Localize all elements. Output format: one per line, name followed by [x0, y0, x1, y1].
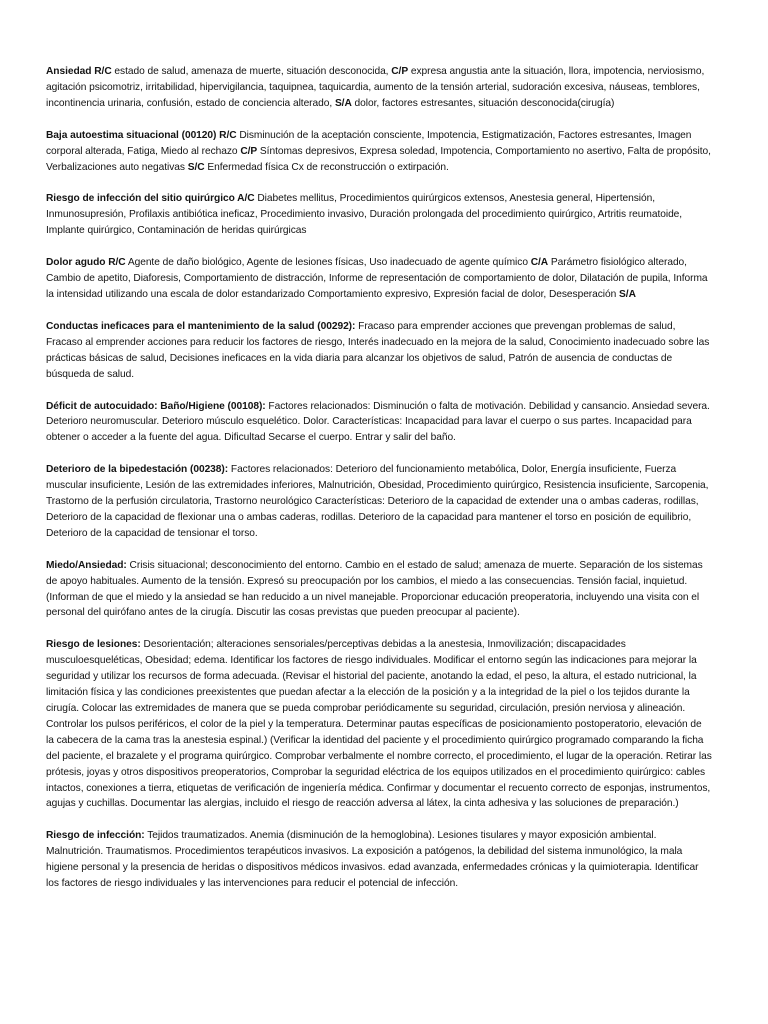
- paragraph-body-text: Disminución de la aceptación consciente, Impotencia, Estigmatización, Factores estresantes, Imagen corporal alterada, Fatiga, Miedo al rechazo: [46, 129, 692, 157]
- paragraph-heading-text: C/P: [240, 145, 258, 157]
- paragraph-body-text: Desorientación; alteraciones sensoriales/perceptivas debidas a la anestesia, Inmovilización; discapacidades musculoesqueléticas, Obesidad; edema. Identificar los factores de riesgo individuales. Modificar el entorno según las indicaciones para mejorar la seguridad y utilizar los recursos de forma adecuada. (Revisar el historial del paciente, anotando la edad, el peso, la altura, el estado nutricional, la limitación física y las condiciones preexistentes que puedan afectar a la elección de la posición y a la integridad de la piel o los tejidos durante la cirugía. Colocar las extremidades de manera que se pueda comprobar periódicamente su seguridad, circulación, presión nerviosa y alineación. Controlar los pulsos periféricos, el color de la piel y la temperatura. Determinar pautas específicas de posicionamiento postoperatorio, elevación de la cabecera de la cama tras la anestesia espinal.) (Verificar la identidad del paciente y el procedimiento quirúrgico programado comparando la ficha del paciente, el brazalete y el programa quirúrgico. Comprobar verbalmente el nombre correcto, el procedimiento, el lugar de la operación. Retirar las prótesis, joyas y otros dispositivos preoperatorios, Comprobar la seguridad eléctrica de los equipos utilizados en el procedimiento quirúrgico: cables intactos, conexiones a tierra, etiquetas de verificación de ingeniería médica. Confirmar y documentar el recuento correcto de esponjas, instrumentos, agujas y cuchillas. Documentar las alergias, incluido el riesgo de reacción adversa al látex, la cinta adhesiva y las soluciones de preparación.): [46, 639, 712, 810]
- paragraph-body-text: Síntomas depresivos, Expresa soledad, Impotencia, Comportamiento no asertivo, Falta de propósito, Verbalizaciones auto negativas: [46, 145, 711, 173]
- paragraph-heading-text: Deterioro de la bipedestación (00238):: [46, 464, 229, 476]
- paragraph-heading-text: C/P: [391, 66, 409, 77]
- paragraph-body-text: Enfermedad física Cx de reconstrucción o extirpación.: [204, 161, 449, 173]
- paragraph-body-text: Tejidos traumatizados. Anemia (disminución de la hemoglobina). Lesiones tisulares y mayor exposición ambiental. Malnutrición. Traumatismos. Procedimientos terapéuticos invasivos. La exposición a patógenos, la debilidad del sistema inmunológico, la mala higiene personal y la presencia de heridas o dispositivos médicos invasivos. edad avanzada, enfermedades crónicas y la quimioterapia. Identificar los factores de riesgo individuales y las intervenciones para reducir el potencial de infección.: [46, 830, 699, 890]
- paragraph-heading-text: Déficit de autocuidado: Baño/Higiene (00108):: [46, 400, 266, 412]
- paragraph-10: [46, 828, 712, 892]
- paragraph-8: [46, 558, 712, 622]
- paragraph-body-text: Diabetes mellitus, Procedimientos quirúrgicos extensos, Anestesia general, Hipertensión, Inmunosupresión, Profilaxis antibiótica ineficaz, Procedimiento invasivo, Duración prolongada del procedimiento quirúrgico, Artritis reumatoide, Implante quirúrgico, Contaminación de heridas quirúrgicas: [46, 193, 683, 237]
- paragraph-heading-text: Dolor agudo R/C: [46, 257, 126, 269]
- paragraph-5: [46, 319, 712, 383]
- paragraph-heading-text: Conductas ineficaces para el mantenimiento de la salud (00292):: [46, 320, 356, 332]
- paragraph-heading-text: Riesgo de infección:: [46, 830, 145, 842]
- paragraph-heading-text: S/A: [619, 288, 636, 300]
- paragraph-heading-text: C/A: [530, 257, 549, 269]
- paragraph-4: [46, 255, 712, 303]
- paragraph-7: [46, 462, 712, 542]
- paragraph-heading-text: S/A: [334, 97, 352, 109]
- paragraph-body-text: Parámetro fisiológico alterado, Cambio de apetito, Diaforesis, Comportamiento de distracción, Informe de representación de comportamiento de dolor, Dilatación de pupila, Informa la intensidad utilizando una escala de dolor estandarizado Comportamiento expresivo, Expresión facial de dolor, Desesperación: [46, 257, 708, 300]
- paragraph-body-text: estado de salud, amenaza de muerte, situación desconocida,: [111, 66, 392, 77]
- paragraph-body-text: Crisis situacional; desconocimiento del entorno. Cambio en el estado de salud; amenaza de muerte. Separación de los sistemas de apoyo habituales. Aumento de la tensión. Expresó su preocupación por los cambios, el miedo a las consecuencias. Tensión facial, inquietud. (Informan de que el miedo y la ansiedad se han reducido a un nivel manejable. Proporcionar educación preoperatoria, incluyendo una visita con el personal del quirófano antes de la cirugía. Discutir las cosas previstas que pueden preocupar al paciente).: [46, 559, 703, 619]
- paragraph-body-text: Factores relacionados: Deterioro del funcionamiento metabólica, Dolor, Energía insuficiente, Fuerza muscular insuficiente, Lesión de las extremidades inferiores, Malnutrición, Obesidad, Procedimiento quirúrgico, Resistencia insuficiente, Sarcopenia, Trastorno de la perfusión circulatoria, Trastorno neurológico Características: Deterioro de la capacidad de extender una o ambas caderas, rodillas, Deterioro de la capacidad de flexionar una o ambas caderas, rodillas. Deterioro de la capacidad para mantener el torso en posición de equilibrio, Deterioro de la capacidad de tensionar el torso.: [46, 464, 709, 539]
- paragraph-heading-text: Riesgo de infección del sitio quirúrgico A/C: [46, 193, 255, 205]
- paragraph-body-text: expresa angustia ante la situación, llora, impotencia, nerviosismo, agitación psicomotriz, irritabilidad, hipervigilancia, taquipnea, taquicardia, aumento de la tensión arterial, sudoración excesiva, náuseas, temblores, incontinencia urinaria, confusión, estado de conciencia alterado,: [46, 66, 705, 109]
- paragraph-9: [46, 637, 712, 812]
- paragraph-heading-text: Miedo/Ansiedad:: [46, 559, 127, 571]
- paragraph-heading-text: Baja autoestima situacional (00120) R/C: [46, 129, 237, 141]
- paragraph-body-text: Fracaso para emprender acciones que prevengan problemas de salud, Fracaso al emprender acciones para reducir los factores de riesgo, Interés inadecuado en la mejora de la salud, Conocimiento inadecuado sobre las prácticas básicas de salud, Decisiones ineficaces en la vida diaria para alcanzar los objetivos de salud, Patrón de ausencia de conductas de búsqueda de salud.: [46, 320, 710, 380]
- paragraph-6: [46, 399, 712, 447]
- paragraph-body-text: Factores relacionados: Disminución o falta de motivación. Debilidad y cansancio. Ansiedad severa. Deterioro neuromuscular. Deterioro músculo esquelético. Dolor. Características: Incapacidad para lavar el cuerpo o sus partes. Incapacidad para obtener o acceder a la fuente del agua. Dificultad Secarse el cuerpo. Entrar y salir del baño.: [46, 400, 710, 444]
- paragraph-heading-text: Riesgo de lesiones:: [46, 639, 141, 651]
- paragraph-2: [46, 128, 712, 176]
- paragraph-body-text: dolor, factores estresantes, situación desconocida(cirugía): [351, 97, 615, 109]
- paragraph-body-text: Agente de daño biológico, Agente de lesiones físicas, Uso inadecuado de agente químico: [125, 257, 531, 269]
- paragraph-heading-text: Ansiedad R/C: [46, 66, 112, 77]
- paragraph-3: [46, 191, 712, 239]
- paragraph-heading-text: S/C: [187, 161, 205, 173]
- paragraph-1: [46, 64, 712, 112]
